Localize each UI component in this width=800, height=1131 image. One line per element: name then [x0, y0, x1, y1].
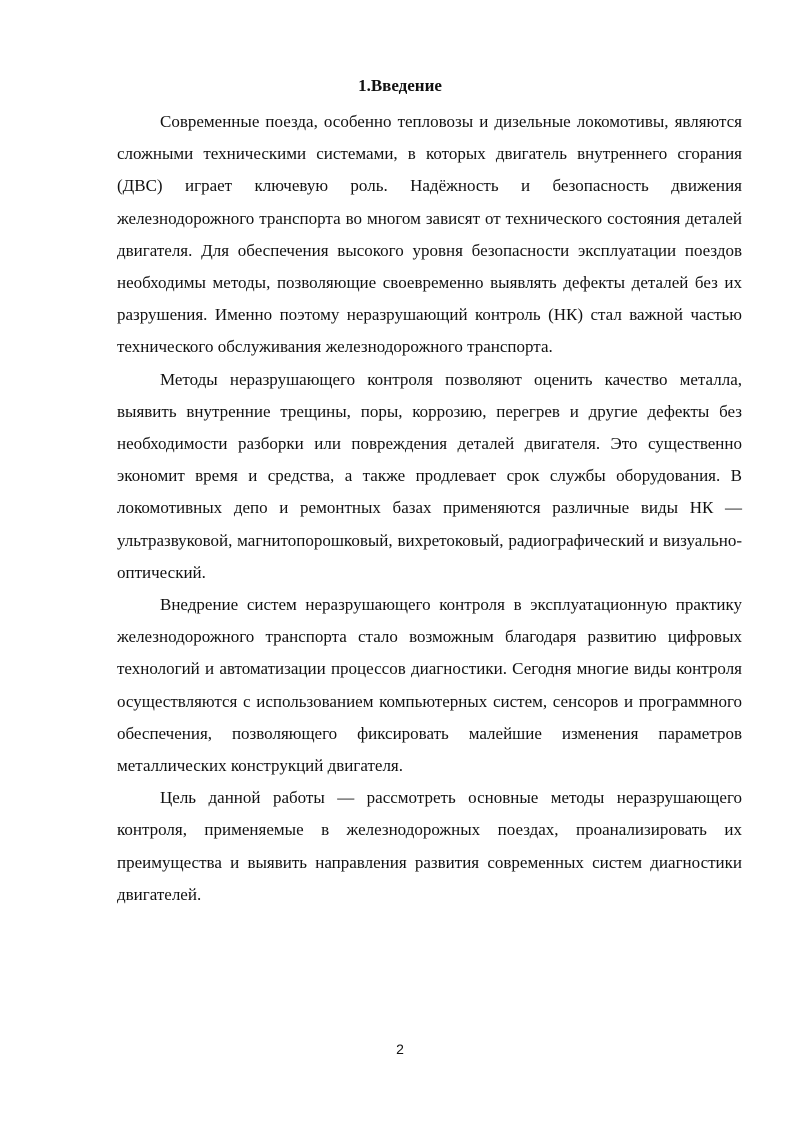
paragraph-2: Методы неразрушающего контроля позволяют оценить качество металла, выявить внутренние трещины, поры, коррозию, перегрев и другие дефекты без необходимости разборки или повреждения деталей двигателя. Это существенно экономит время и средства, а также продлевает срок службы оборудования. В локомотивных депо и ремонтных базах применяются различные виды НК — ультразвуковой, магнитопорошковый, вихретоковый, радиографический и визуально-оптический.	[117, 369, 742, 582]
paragraph-4: Цель данной работы — рассмотреть основные методы неразрушающего контроля, применяемые в железнодорожных поездах, проанализировать их преимущества и выявить направления развития современных систем диагностики двигателей.	[117, 788, 742, 904]
paragraph-3: Внедрение систем неразрушающего контроля в эксплуатационную практику железнодорожного транспорта стало возможным благодаря развитию цифровых технологий и автоматизации процессов диагностики. Сегодня многие виды контроля осуществляются с использованием компьютерных систем, сенсоров и программного обеспечения, позволяющего фиксировать малейшие изменения параметров металлических конструкций двигателя.	[117, 595, 742, 776]
body-text	[117, 106, 742, 911]
section-heading: 1.Введение	[358, 76, 442, 95]
paragraph-1: Современные поезда, особенно тепловозы и дизельные локомотивы, являются сложными техническими системами, в которых двигатель внутреннего сгорания (ДВС) играет ключевую роль. Надёжность и безопасность движения железнодорожного транспорта во многом зависят от технического состояния деталей двигателя. Для обеспечения высокого уровня безопасности эксплуатации поездов необходимы методы, позволяющие своевременно выявлять дефекты деталей без их разрушения. Именно поэтому неразрушающий контроль (НК) стал важной частью технического обслуживания железнодорожного транспорта.	[117, 112, 742, 357]
page-number: 2	[396, 1041, 404, 1057]
